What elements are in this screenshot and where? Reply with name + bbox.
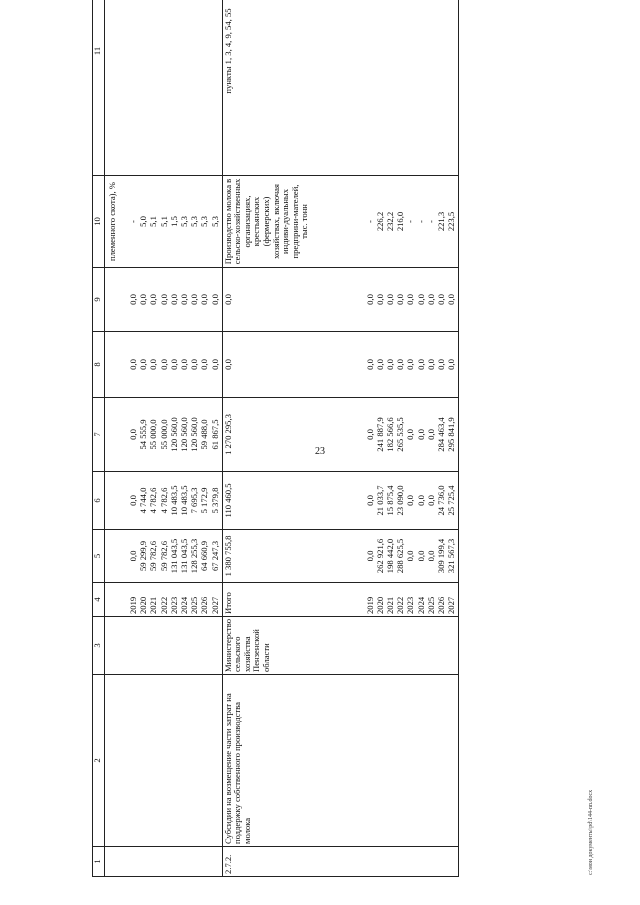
table-cell-value: 2022 [395,596,406,614]
table-cell-value: 2026 [436,596,446,614]
header-col-4: 4 [93,583,105,617]
table-cell-value: 223,5 [446,211,457,232]
table-cell-value: 2023 [405,596,416,614]
table-cell-value: 2023 [168,596,179,614]
table-cell-value: 2021 [148,596,159,614]
table-cell-value: 55 000,0 [158,419,169,450]
table-cell-value: - [405,220,416,223]
header-col-10: 10 [93,176,105,268]
table-cell-value: 0,0 [138,294,149,305]
table-cell-value: 0,0 [395,294,406,305]
table-cell-value: 0,0 [425,495,436,506]
row-col8: 0,0 0,0 0,0 0,0 0,0 0,0 0,0 0,0 0,0 0,0 [222,332,459,398]
table-cell-value: 5,3 [199,216,210,227]
table-cell-value: 54 555,9 [138,419,149,450]
row-years: Итого 2019 2020 2021 2022 2023 2024 2025 2026 2027 [222,583,459,617]
table-cell-value: 0,0 [128,359,138,370]
table-cell-value: 15 875,4 [385,485,396,516]
table-cell-value: - [425,220,436,223]
header-col-6: 6 [93,472,105,530]
table-cell-value: 5,3 [178,216,189,227]
table-cell-value: 10 483,5 [178,485,189,516]
table-cell-value: - [364,220,375,223]
table-cell-value: 1,5 [168,216,179,227]
table-cell-value: 5,3 [209,216,220,227]
row-note: пункты 1, 3, 4, 9, 54, 55 [222,0,459,176]
header-col-2: 2 [93,675,105,847]
continuation-years [105,583,223,617]
table-cell-value: 321 567,3 [446,538,457,574]
table-cell-value: 61 867,5 [209,419,220,450]
table-cell-value: - [415,220,426,223]
row-2-7-2 [222,0,459,877]
table-cell-value: 25 725,4 [446,485,457,516]
table-cell-value: 0,0 [446,359,457,370]
table-cell-value: 2027 [209,596,220,614]
table-cell-value: 24 736,0 [436,485,446,516]
table-cell-value: 2021 [385,596,396,614]
continuation-indicator-tail: племенного скота), % [107,182,117,261]
table-cell-value: 64 660,9 [199,540,210,572]
table-cell-value: 23 090,0 [395,485,406,516]
table-cell-value: 0,0 [158,359,169,370]
table-cell-value: 0,0 [209,294,220,305]
table-cell-value: 131 043,5 [178,538,189,574]
table-cell-value: 4 744,0 [138,487,149,514]
row-name: Субсидии на возмещение части затрат на поддержку собственного производства молока [222,675,459,847]
continuation-col6 [105,472,223,530]
table-cell-value: 0,0 [189,294,200,305]
table-cell-value: 309 199,4 [436,538,446,574]
table-cell-value: 0,0 [415,359,426,370]
table-cell-value: 0,0 [364,294,375,305]
table-cell-value: 0,0 [148,359,159,370]
table-cell-value: 0,0 [385,294,396,305]
table-cell-value: 2019 [128,596,138,614]
table-cell-value: 0,0 [405,294,416,305]
header-col-7: 7 [93,398,105,472]
table-cell-value: 232,2 [385,211,396,232]
table-cell-value: 288 625,5 [395,538,406,574]
table-cell-value: 221,3 [436,211,446,232]
table-cell-value: 5,1 [148,216,159,227]
table-cell-value: 0,0 [138,359,149,370]
table-cell-value: 5 379,8 [209,487,220,514]
table-cell-value: 120 560,0 [178,417,189,452]
table-cell-value: 0,0 [364,550,375,562]
rotated-table-page [92,8,632,877]
table-cell-value: 0,0 [128,550,138,562]
table-cell-value: 0,0 [364,429,375,440]
table-cell-value: 2024 [178,596,189,614]
table-cell-value: 0,0 [385,359,396,370]
table-cell-value: 0,0 [168,359,179,370]
continuation-col7 [105,398,223,472]
table-cell-value: 216,0 [395,211,406,232]
table-cell-value: 0,0 [128,294,138,305]
header-number-row [93,0,105,877]
table-cell-value: 2022 [158,596,169,614]
table-cell-value: 131 043,5 [168,538,179,574]
table-cell-value: 0,0 [405,429,416,440]
table-cell-value: 0,0 [209,359,220,370]
table-cell-value: 0,0 [405,495,416,506]
continuation-col5 [105,530,223,583]
table-cell-value: 7 695,3 [189,487,200,514]
table-cell-value: 2020 [138,596,149,614]
table-cell-value: 0,0 [189,359,200,370]
row-col10: Производство молока в сельско-хозяйственных организациях, крестьянских (фермерских) хозяйствах, включая индиви-дуальных предприни-мателей, тыс. тонн - 226,2 232,2 216,0 - - - 221,3 223,5 [222,176,459,268]
table-cell-value: 262 921,6 [374,538,385,574]
table-cell-value: 0,0 [374,359,385,370]
table-cell-value: 284 463,4 [436,417,446,452]
header-col-8: 8 [93,332,105,398]
table-cell-value: 0,0 [415,550,426,562]
continuation-row [105,0,223,877]
table-cell-value: 0,0 [446,294,457,305]
row-number: 2.7.2. [222,847,459,877]
table-cell-value: 128 255,3 [189,538,200,574]
table-cell-value: 0,0 [436,359,446,370]
table-cell-value: 0,0 [374,294,385,305]
table-cell-value: 265 535,5 [395,417,406,452]
continuation-col10 [105,176,223,268]
header-col-3: 3 [93,617,105,675]
table-cell-value: 120 560,0 [168,417,179,452]
header-col-11: 11 [93,0,105,176]
table-cell-value: 0,0 [436,294,446,305]
table-cell-value: 5,3 [189,216,200,227]
row-col5: 1 380 755,8 0,0 262 921,6 198 442,0 288 625,5 0,0 0,0 0,0 309 199,4 321 567,3 [222,530,459,583]
table-cell-value: 226,2 [374,211,385,232]
table-cell-value: 295 841,9 [446,417,457,452]
table-cell-value: 4 782,6 [148,487,159,514]
row-col6: 110 460,5 0,0 21 033,7 15 875,4 23 090,0 0,0 0,0 0,0 24 736,0 25 725,4 [222,472,459,530]
table-cell-value: 0,0 [405,359,416,370]
footer-file-path: c:\мои документы\pd\144-nn.docx [588,789,594,875]
table-cell-value: 0,0 [364,495,375,506]
row-col9: 0,0 0,0 0,0 0,0 0,0 0,0 0,0 0,0 0,0 0,0 [222,268,459,332]
table-cell-value: 241 887,9 [374,417,385,452]
table-cell-value: 0,0 [364,359,375,370]
table-cell-value: 5,1 [158,216,169,227]
table-cell-value: 0,0 [178,359,189,370]
table-cell-value: 0,0 [425,550,436,562]
header-col-1: 1 [93,847,105,877]
table-cell-value: 2020 [374,596,385,614]
table-cell-value: 0,0 [425,359,436,370]
header-col-5: 5 [93,530,105,583]
continuation-col8 [105,332,223,398]
table-cell-value: 0,0 [128,429,138,440]
table-cell-value: 10 483,5 [168,485,179,516]
table-cell-value: 5 172,9 [199,487,210,514]
table-cell-value: 2025 [189,596,200,614]
table-cell-value: 120 560,0 [189,417,200,452]
table-cell-value: 55 000,0 [148,419,159,450]
table-cell-value: 0,0 [425,429,436,440]
table-cell-value: 0,0 [415,294,426,305]
table-cell-value: 182 566,6 [385,417,396,452]
table-cell-value: 0,0 [415,495,426,506]
header-col-9: 9 [93,268,105,332]
row-col7: 1 270 295,3 0,0 241 887,9 182 566,6 265 535,5 0,0 0,0 0,0 284 463,4 295 841,9 [222,398,459,472]
table-cell-value: 0,0 [425,294,436,305]
table-cell-value: 0,0 [168,294,179,305]
table-cell-value: 59 782,6 [148,540,159,572]
table-cell-value: 2019 [364,596,375,614]
table-cell-value: 0,0 [128,495,138,506]
table-cell-value: 2027 [446,596,457,614]
table-cell-value: 59 488,0 [199,419,210,450]
program-table [92,0,459,877]
table-cell-value: 4 782,6 [158,487,169,514]
page-number: 23 [315,446,325,457]
table-cell-value: 5,0 [138,216,149,227]
table-cell-value: 0,0 [148,294,159,305]
table-cell-value: 59 299,9 [138,540,149,572]
table-cell-value: 0,0 [178,294,189,305]
continuation-col9 [105,268,223,332]
table-cell-value: 2026 [199,596,210,614]
table-cell-value: 0,0 [405,550,416,562]
table-cell-value: 2024 [415,596,426,614]
table-cell-value: 0,0 [395,359,406,370]
table-cell-value: 0,0 [158,294,169,305]
table-cell-value: 0,0 [199,359,210,370]
table-cell-value: 59 782,6 [158,540,169,572]
table-cell-value: 2025 [425,596,436,614]
table-cell-value: 67 247,3 [209,540,220,572]
row-executor: Министерство сельского хозяйства Пензенской области [222,617,459,675]
table-cell-value: 0,0 [199,294,210,305]
table-cell-value: 198 442,0 [385,538,396,574]
table-cell-value: 21 033,7 [374,485,385,516]
table-cell-value: - [128,220,138,223]
table-cell-value: 0,0 [415,429,426,440]
